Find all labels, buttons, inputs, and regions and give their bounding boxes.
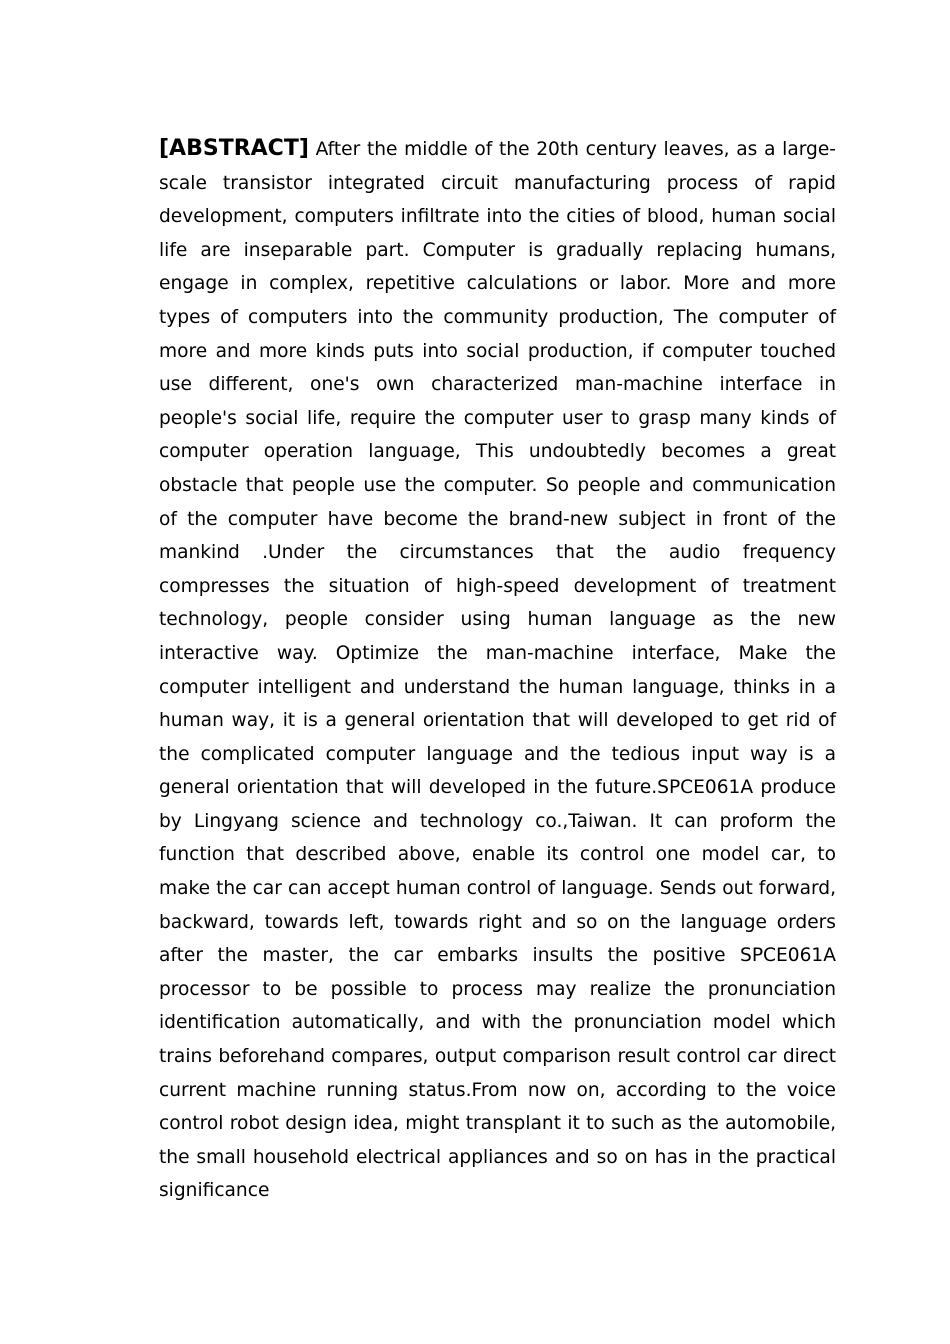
abstract-body: After the middle of the 20th century leaves, as a large-scale transistor integrated circuit manufacturing process of rapid development, computers infiltrate into the cities of blood, human social life are inseparable part. Computer is gradually replacing humans, engage in complex, repetitive calculations or labor. More and more types of computers into the community production, The computer of more and more kinds puts into social production, if computer touched use different, one's own characterized man-machine interface in people's social life, require the computer user to grasp many kinds of computer operation language, This undoubtedly becomes a great obstacle that people use the computer. So people and communication of the computer have become the brand-new subject in front of the mankind .Under the circumstances that the audio frequency compresses the situation of high-speed development of treatment technology, people consider using human language as the new interactive way. Optimize the man-machine interface, Make the computer intelligent and understand the human language, thinks in a human way, it is a general orientation that will developed to get rid of the complicated computer language and the tedious input way is a general orientation that will developed in the future.SPCE061A produce by Lingyang science and technology co.,Taiwan. It can proform the function that described above, enable its control one model car, to make the car can accept human control of language. Sends out forward, backward, towards left, towards right and so on the language orders after the master, the car embarks insults the positive SPCE061A processor to be possible to process may realize the pronunciation identification automatically, and with the pronunciation model which trains beforehand compares, output comparison result control car direct current machine running status.From now on, according to the voice control robot design idea, might transplant it to such as the automobile, the small household electrical appliances and so on has in the practical significance bbox=[159, 139, 836, 1202]
abstract-heading: [ABSTRACT] bbox=[159, 136, 309, 161]
abstract-paragraph bbox=[159, 132, 836, 1208]
